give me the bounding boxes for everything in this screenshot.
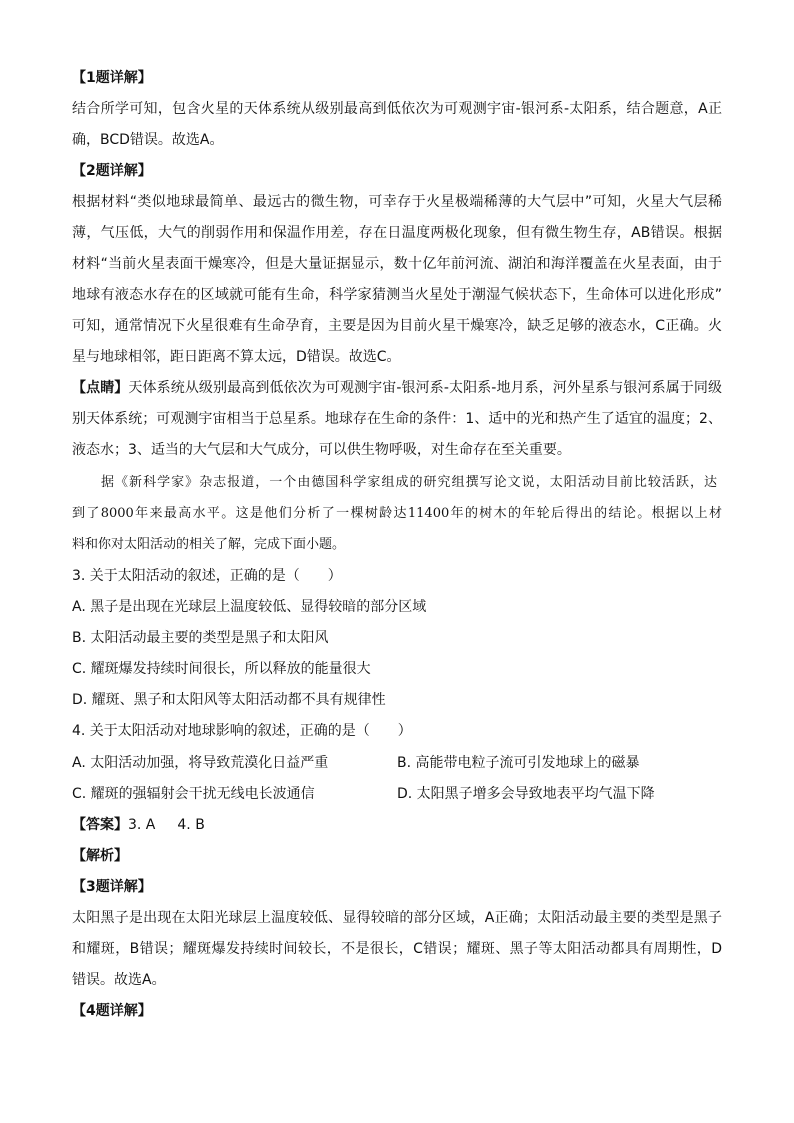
material-line-2: 到了8000年来最高水平。这是他们分析了一棵树龄达11400年的树木的年轮后得出的结论。根据以上材	[72, 506, 722, 521]
q1-detail-line-1: 结合所学可知，包含火星的天体系统从级别最高到低依次为可观测宇宙-银河系-太阳系，结合题意，A正	[72, 101, 722, 117]
tip-text-1: 天体系统从级别最高到低依次为可观测宇宙-银河系-太阳系-地月系，河外星系与银河系属于同级	[128, 380, 723, 396]
tip-line-3: 液态水；3、适当的大气层和大气成分，可以供生物呼吸，对生命存在至关重要。	[72, 442, 571, 458]
q1-detail-heading: 【1题详解】	[72, 70, 152, 86]
tip-line-1	[72, 378, 722, 398]
q3-detail-heading: 【3题详解】	[72, 879, 152, 895]
material-line-1: 据《新科学家》杂志报道，一个由德国科学家组成的研究组撰写论文说，太阳活动目前比较活跃，达	[101, 475, 717, 490]
question-4-stem: 4. 关于太阳活动对地球影响的叙述，正确的是（ ）	[72, 723, 412, 739]
answer-q3: 3. A	[128, 817, 156, 833]
question-3-option-a: A. 黑子是出现在光球层上温度较低、显得较暗的部分区域	[72, 599, 427, 615]
question-3-stem: 3. 关于太阳活动的叙述，正确的是（ ）	[72, 568, 342, 584]
q2-detail-line-2: 薄，气压低，大气的削弱作用和保温作用差，存在日温度两极化现象，但有微生物生存，AB错误。根据	[72, 225, 722, 241]
question-3-option-b: B. 太阳活动最主要的类型是黑子和太阳风	[72, 630, 329, 646]
q3-detail-line-2: 和耀斑，B错误；耀斑爆发持续时间较长，不是很长，C错误；耀斑、黑子等太阳活动都具有周期性，D	[72, 941, 722, 957]
q2-detail-line-5: 可知，通常情况下火星很难有生命孕育，主要是因为目前火星干燥寒冷，缺乏足够的液态水，C正确。火	[72, 318, 722, 334]
q3-detail-line-3: 错误。故选A。	[72, 972, 166, 988]
tip-label: 【点睛】	[72, 380, 129, 396]
answer-q4: 4. B	[177, 817, 205, 833]
tip-line-2: 别天体系统；可观测宇宙相当于总星系。地球存在生命的条件：1、适中的光和热产生了适宜的温度；2、	[72, 411, 722, 427]
answer-line	[72, 815, 722, 835]
material-line-3: 料和你对太阳活动的相关了解，完成下面小题。	[72, 537, 346, 552]
question-4-option-a: A. 太阳活动加强，将导致荒漠化日益严重	[72, 755, 329, 771]
q4-detail-heading: 【4题详解】	[72, 1003, 152, 1019]
q2-detail-line-4: 地球有液态水存在的区域就可能有生命，科学家猜测当火星处于潮湿气候状态下，生命体可以进化形成”	[72, 287, 722, 303]
question-4-option-c: C. 耀斑的强辐射会干扰无线电长波通信	[72, 786, 315, 802]
question-3-option-c: C. 耀斑爆发持续时间很长，所以释放的能量很大	[72, 661, 371, 677]
answer-label: 【答案】	[72, 817, 128, 833]
q1-detail-line-2: 确，BCD错误。故选A。	[72, 132, 224, 148]
analysis-heading: 【解析】	[72, 848, 128, 864]
question-4-option-b: B. 高能带电粒子流可引发地球上的磁暴	[397, 755, 640, 771]
question-4-option-d: D. 太阳黑子增多会导致地表平均气温下降	[397, 786, 655, 802]
q3-detail-line-1: 太阳黑子是出现在太阳光球层上温度较低、显得较暗的部分区域，A正确；太阳活动最主要的类型是黑子	[72, 910, 722, 926]
q2-detail-line-6: 星与地球相邻，距日距离不算太远，D错误。故选C。	[72, 349, 401, 365]
q2-detail-line-3: 材料“当前火星表面干燥寒冷，但是大量证据显示，数十亿年前河流、湖泊和海洋覆盖在火星表面，由于	[72, 256, 722, 272]
q2-detail-line-1: 根据材料“类似地球最简单、最远古的微生物，可幸存于火星极端稀薄的大气层中”可知，火星大气层稀	[72, 194, 722, 210]
question-3-option-d: D. 耀斑、黑子和太阳风等太阳活动都不具有规律性	[72, 692, 386, 708]
q2-detail-heading: 【2题详解】	[72, 163, 152, 179]
